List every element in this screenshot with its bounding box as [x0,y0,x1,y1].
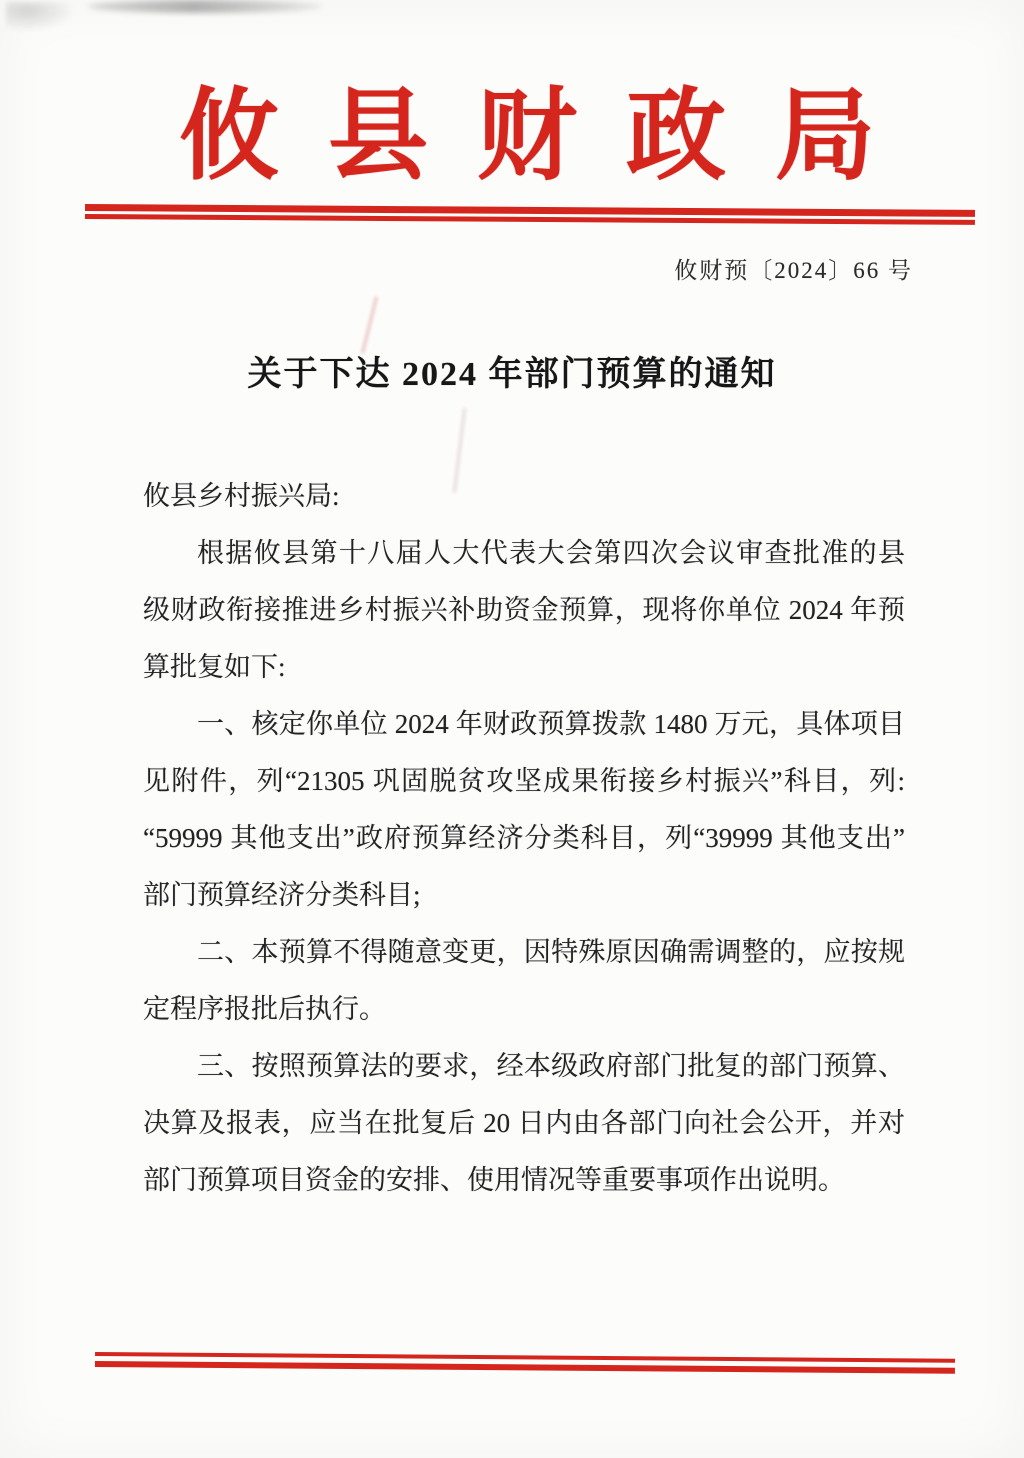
scan-smudge-artifact [88,0,323,13]
recipient-line: 攸县乡村振兴局: [143,481,340,511]
body-line: 级财政衔接推进乡村振兴补助资金预算，现将你单位 2024 年预 [143,595,905,625]
body-line: 一、核定你单位 2024 年财政预算拨款 1480 万元，具体项目 [197,709,905,739]
agency-letterhead-title: 攸县财政局 [179,81,924,192]
document-title: 关于下达 2024 年部门预算的通知 [247,356,777,393]
body-line: 见附件，列“21305 巩固脱贫攻坚成果衔接乡村振兴”科目，列: [143,766,905,796]
body-line: 二、本预算不得随意变更，因特殊原因确需调整的，应按规 [197,937,905,967]
body-line: 决算及报表，应当在批复后 20 日内由各部门向社会公开，并对 [143,1108,905,1138]
body-line: 部门预算经济分类科目; [143,880,421,910]
body-line: 定程序报批后执行。 [143,994,386,1024]
body-line: 部门预算项目资金的安排、使用情况等重要事项作出说明。 [143,1165,845,1195]
body-line: 三、按照预算法的要求，经本级政府部门批复的部门预算、 [197,1051,905,1081]
document-number: 攸财预〔2024〕66 号 [674,258,913,283]
body-line: 根据攸县第十八届人大代表大会第四次会议审查批准的县 [197,538,905,568]
letterhead-double-rule [85,204,975,225]
scan-crease-artifact [361,296,378,353]
body-line: 算批复如下: [143,652,286,682]
scan-corner-artifact [6,2,76,32]
document-body [143,468,905,1209]
footer-double-rule [95,1352,955,1374]
body-line: “59999 其他支出”政府预算经济分类科目，列“39999 其他支出” [143,823,905,853]
